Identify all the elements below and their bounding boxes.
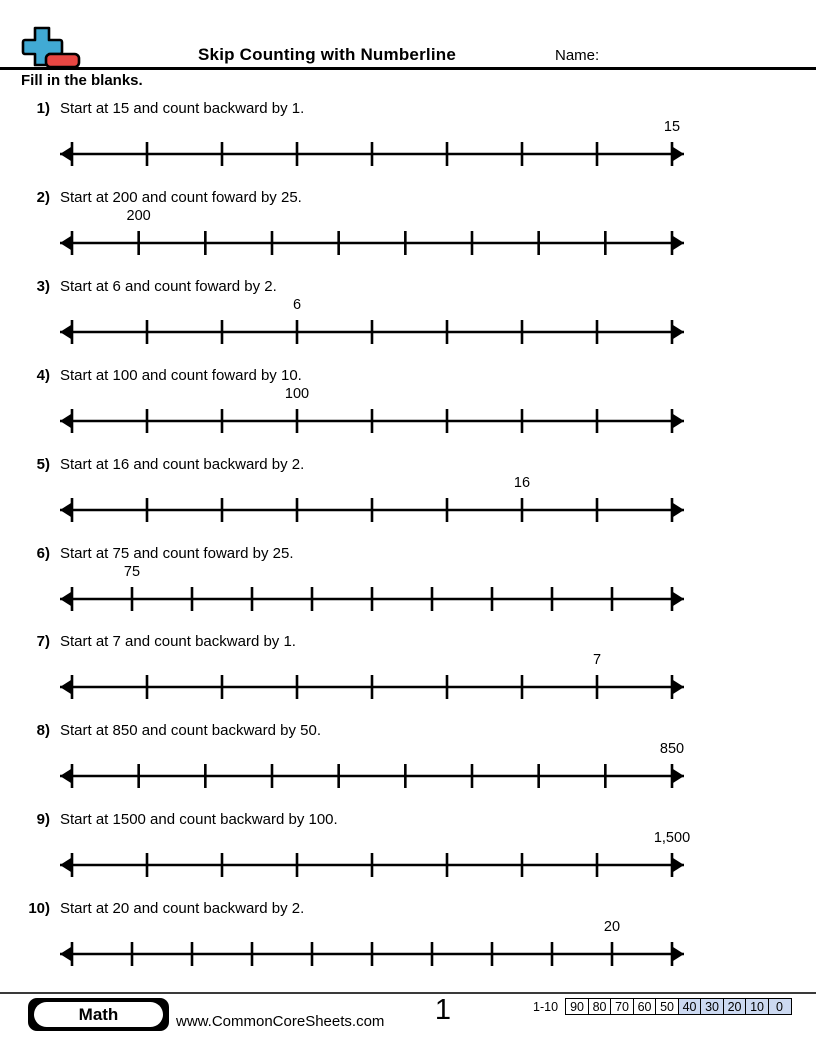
numberline (55, 759, 695, 793)
problem-block (0, 452, 816, 541)
problem-block (0, 718, 816, 807)
numberline (55, 493, 695, 527)
problem-text: Start at 16 and count backward by 2. (60, 455, 305, 473)
problem-number: 2) (36, 188, 50, 206)
problem-question (24, 633, 296, 650)
score-table (533, 998, 792, 1015)
numberline (55, 315, 695, 349)
numberline-start-value: 200 (126, 207, 151, 224)
problem-block (0, 896, 816, 985)
problem-block (0, 363, 816, 452)
problem-text: Start at 100 and count foward by 10. (60, 366, 302, 384)
problem-number: 5) (36, 455, 50, 473)
problem-text: Start at 7 and count backward by 1. (60, 633, 296, 651)
score-cells (565, 998, 792, 1015)
numberline (55, 937, 695, 971)
page-title: Skip Counting with Numberline (198, 45, 456, 64)
problem-number: 6) (36, 544, 50, 562)
problem-text: Start at 20 and count backward by 2. (60, 900, 305, 918)
problem-number: 8) (36, 722, 50, 740)
problem-block (0, 185, 816, 274)
header-divider (0, 67, 816, 70)
problem-text: Start at 75 and count foward by 25. (60, 544, 294, 562)
problem-text: Start at 6 and count foward by 2. (60, 277, 277, 295)
score-cell: 90 (565, 998, 589, 1015)
score-cell: 40 (678, 998, 702, 1015)
problem-number: 4) (36, 366, 50, 384)
numberline (55, 137, 695, 171)
numberline-start-value: 850 (659, 741, 685, 758)
numberline-start-value: 15 (663, 119, 681, 135)
problem-text: Start at 1500 and count backward by 100. (60, 811, 338, 829)
numberline-start-value: 100 (284, 385, 310, 402)
problem-question (24, 545, 293, 562)
problem-question (24, 278, 277, 295)
problem-number: 9) (36, 811, 50, 829)
score-cell: 0 (768, 998, 792, 1015)
score-cell: 80 (588, 998, 612, 1015)
instruction-text: Fill in the blanks. (21, 72, 143, 89)
problem-question (24, 189, 302, 206)
problem-question (24, 811, 338, 828)
problem-block (0, 96, 816, 185)
problem-question (24, 900, 304, 917)
subject-badge-label: Math (34, 1002, 163, 1027)
problem-block (0, 629, 816, 718)
score-cell: 70 (610, 998, 634, 1015)
numberline-start-value: 16 (513, 474, 531, 491)
page-number: 1 (434, 994, 452, 1026)
problem-text: Start at 15 and count backward by 1. (60, 100, 305, 117)
score-range-label: 1-10 (533, 1000, 559, 1014)
numberline (55, 670, 695, 704)
numberline-start-value: 6 (292, 296, 302, 313)
problem-block (0, 807, 816, 896)
numberline (55, 582, 695, 616)
problem-question (24, 722, 321, 739)
name-label: Name: (555, 47, 600, 64)
score-cell: 50 (655, 998, 679, 1015)
numberline-start-value: 1,500 (653, 830, 691, 847)
problem-question (24, 456, 304, 473)
problem-number: 10) (28, 900, 50, 918)
problem-block (0, 541, 816, 630)
problem-number: 3) (36, 277, 50, 295)
problem-block (0, 274, 816, 363)
score-cell: 20 (723, 998, 747, 1015)
problem-number: 1) (36, 100, 50, 117)
numberline (55, 404, 695, 438)
numberline-start-value: 7 (592, 652, 602, 669)
score-cell: 60 (633, 998, 657, 1015)
website-text: www.CommonCoreSheets.com (176, 1013, 385, 1030)
subject-badge (28, 998, 169, 1031)
problem-question (24, 367, 302, 384)
numberline-start-value: 20 (603, 919, 621, 936)
numberline-start-value: 75 (123, 563, 141, 580)
problem-number: 7) (36, 633, 50, 651)
score-cell: 10 (745, 998, 769, 1015)
problem-text: Start at 200 and count foward by 25. (60, 188, 302, 206)
numberline (55, 226, 695, 260)
score-cell: 30 (700, 998, 724, 1015)
problem-text: Start at 850 and count backward by 50. (60, 722, 321, 740)
numberline (55, 848, 695, 882)
problem-question (24, 100, 304, 117)
